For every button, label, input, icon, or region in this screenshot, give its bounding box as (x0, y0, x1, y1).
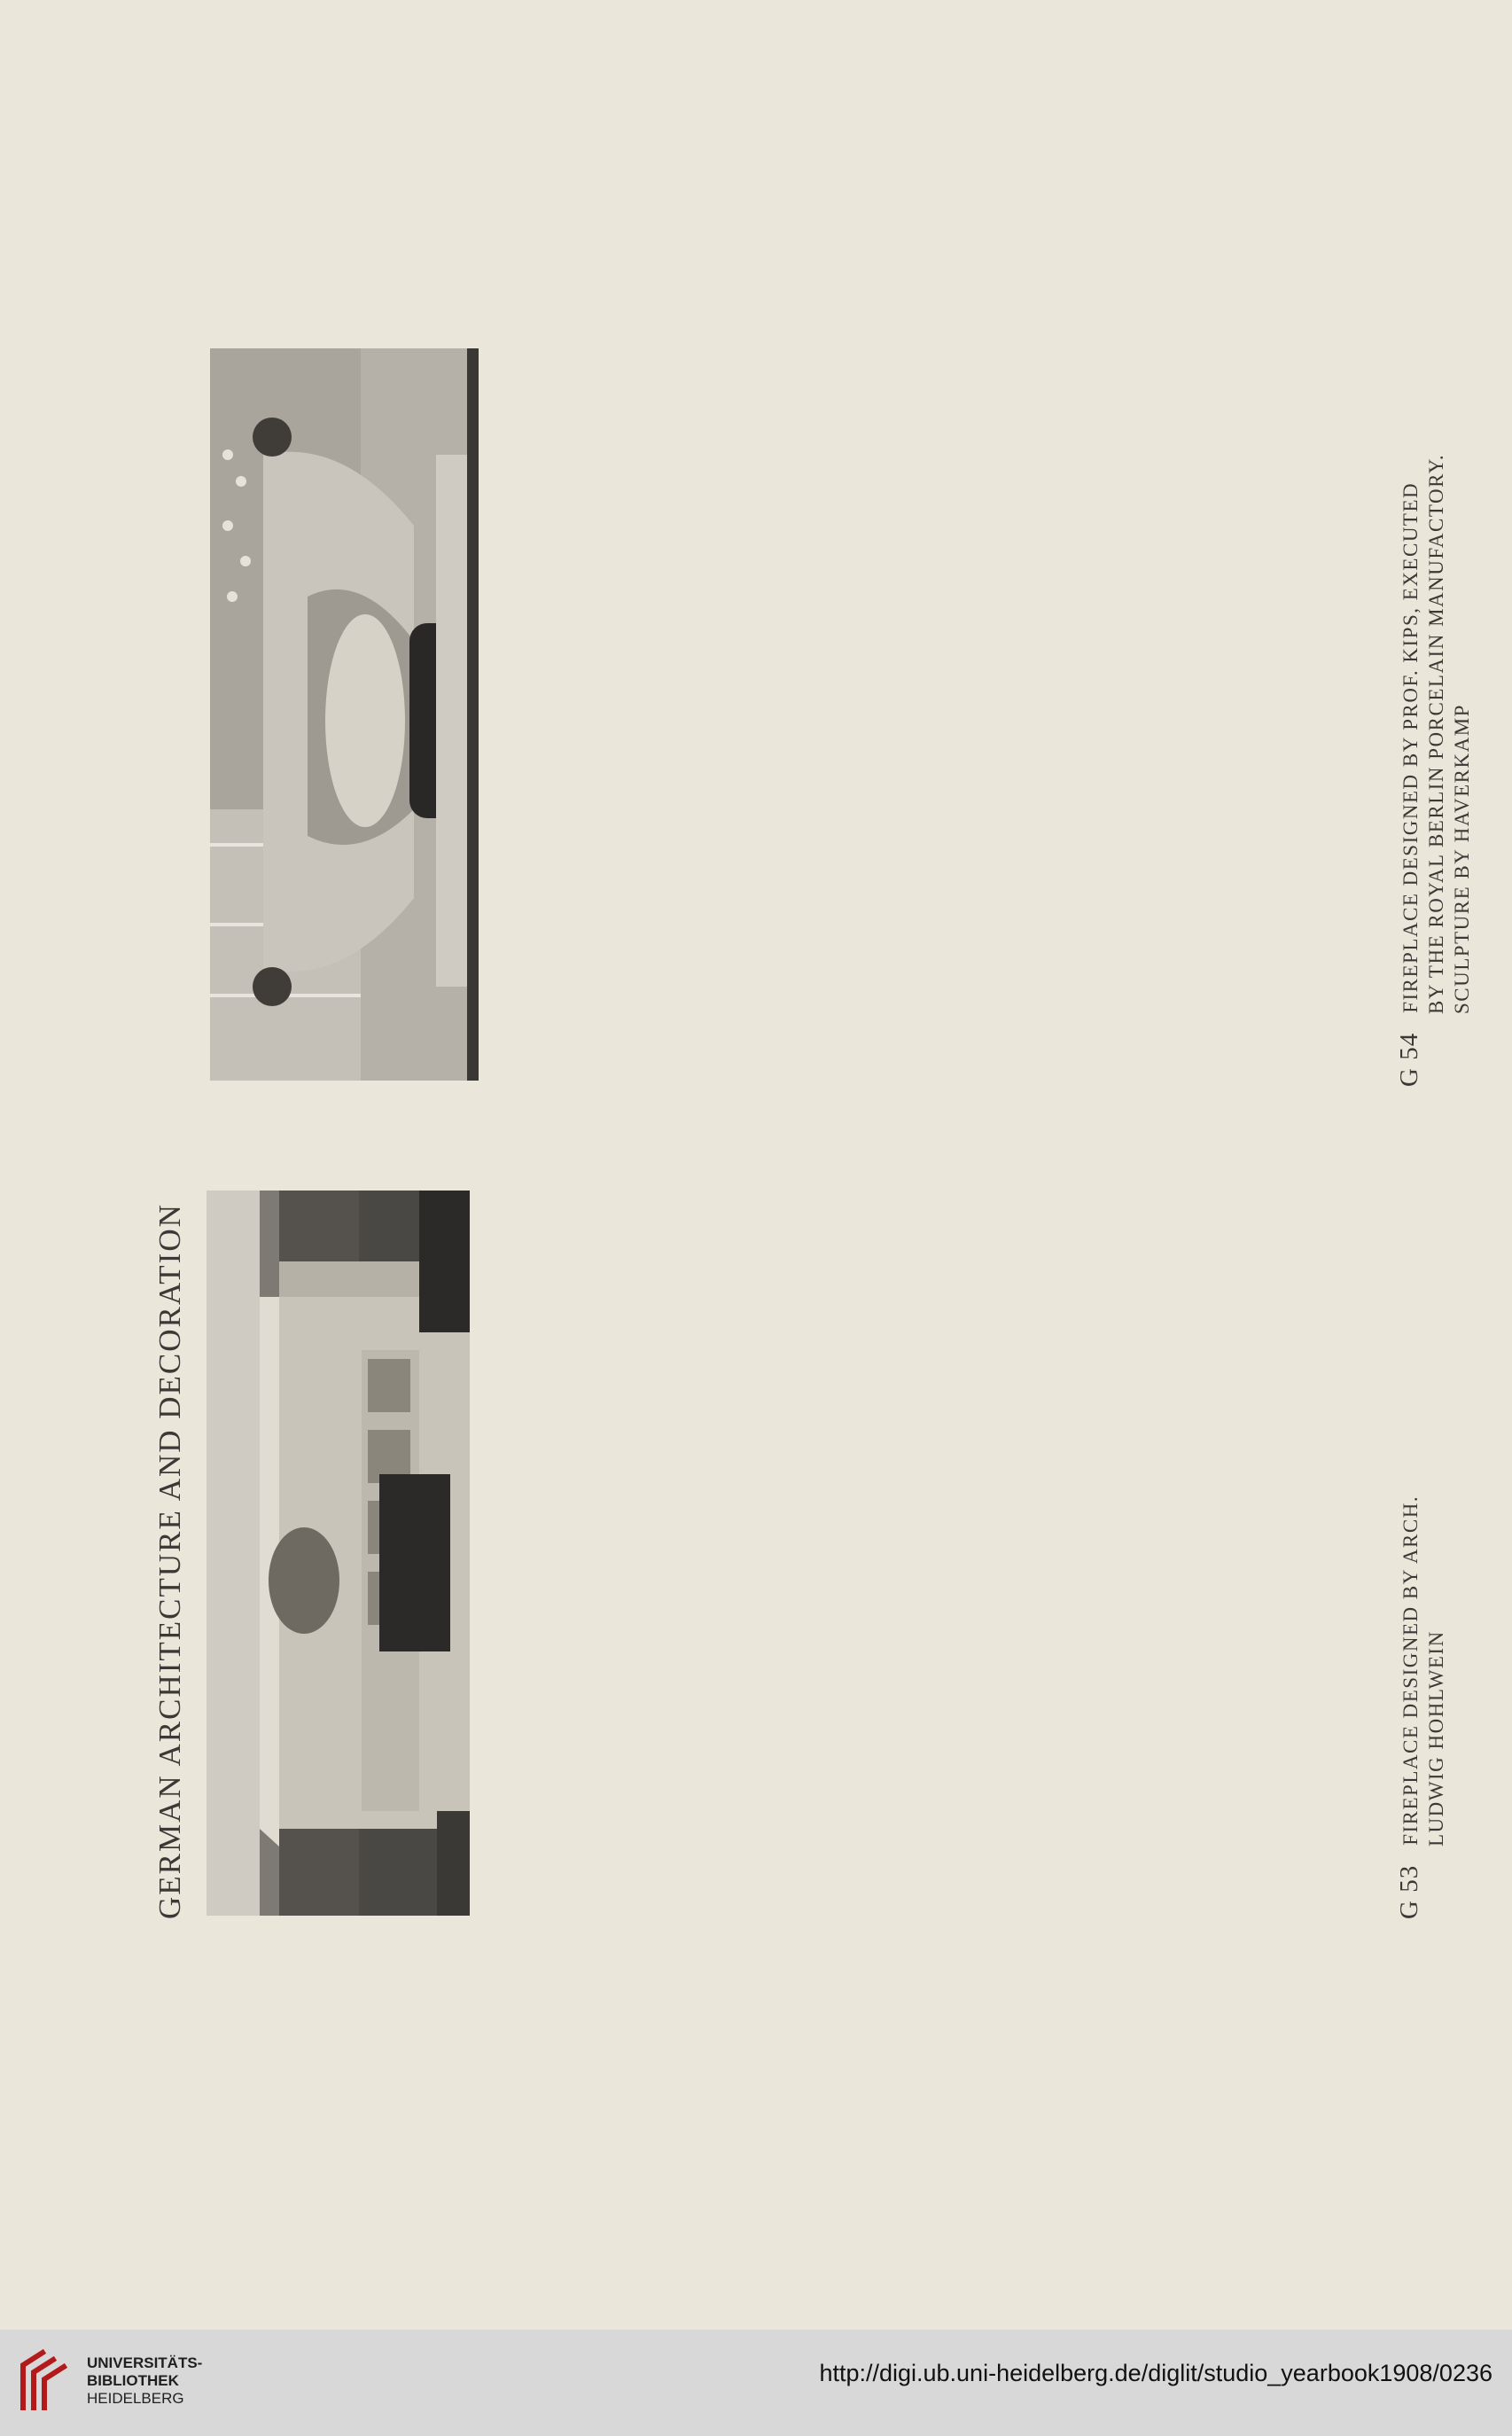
fireplace-hohlwein-photo-icon (207, 1191, 470, 1916)
running-header: GERMAN ARCHITECTURE AND DECORATION (152, 1203, 187, 1919)
library-name-line: BIBLIOTHEK (87, 2372, 179, 2389)
library-name-line: HEIDELBERG (87, 2390, 184, 2407)
caption-line: FIREPLACE DESIGNED BY PROF. KIPS, EXECUTED (1399, 481, 1422, 1013)
caption-g54 (1397, 454, 1475, 1087)
footer-bar (0, 2330, 1512, 2436)
plate-image-g53 (207, 1191, 470, 1916)
library-name (87, 2354, 202, 2408)
fireplace-kips-photo-icon (210, 348, 479, 1081)
caption-line: LUDWIG HOHLWEIN (1425, 1630, 1447, 1847)
plate-image-g54 (210, 348, 479, 1081)
library-logo-icon (16, 2347, 73, 2415)
caption-line: BY THE ROYAL BERLIN PORCELAIN MANUFACTORY. (1425, 453, 1447, 1014)
library-name-line: UNIVERSITÄTS- (87, 2354, 203, 2371)
caption-line: SCULPTURE BY HAVERKAMP (1451, 704, 1473, 1014)
plate-number: G 54 (1395, 1032, 1423, 1087)
source-url-link[interactable]: http://digi.ub.uni-heidelberg.de/diglit/studio_yearbook1908/0236 (819, 2360, 1493, 2386)
caption-g53 (1397, 1495, 1449, 1919)
plate-number: G 53 (1395, 1864, 1423, 1919)
caption-line: FIREPLACE DESIGNED BY ARCH. (1399, 1495, 1422, 1846)
